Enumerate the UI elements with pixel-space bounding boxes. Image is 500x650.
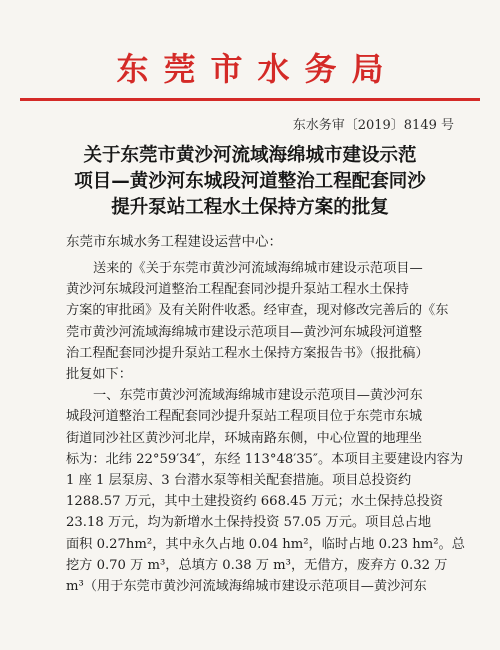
document-number: 东水务审〔2019〕8149 号 [292,118,454,133]
body-line: 治工程配套同沙提升泵站工程水土保持方案报告书》（报批稿） [66,345,429,361]
addressee: 东莞市东城水务工程建设运营中心： [66,234,282,250]
body-line: 23.18 万元，均为新增水土保持投资 57.05 万元。项目总占地 [66,515,432,531]
body-line: 一、东莞市黄沙河流域海绵城市建设示范项目—黄沙河东 [93,388,423,404]
body-line: 批复如下： [66,367,132,383]
body-line: 1 座 1 层泵房、3 台潜水泵等相关配套措施。项目总投资约 [66,473,412,489]
body-line: 面积 0.27hm²，其中永久占地 0.04 hm²，临时占地 0.23 hm²。总 [66,536,465,552]
body-line: 方案的审批函》及有关附件收悉。经审查，现对修改完善后的《东 [66,303,449,319]
title-line: 关于东莞市黄沙河流域海绵城市建设示范 [83,145,417,166]
body-line: 莞市黄沙河流域海绵城市建设示范项目—黄沙河东城段河道整 [66,324,423,340]
body-line: 黄沙河东城段河道整治工程配套同沙提升泵站工程水土保持 [66,282,409,298]
title-line: 提升泵站工程水土保持方案的批复 [111,197,389,218]
document-title [60,143,440,221]
body-line: 标为：北纬 22°59′34″，东经 113°48′35″。本项目主要建设内容为 [66,451,464,467]
title-line: 项目—黄沙河东城段河道整治工程配套同沙 [74,171,426,192]
red-header-rule [20,98,480,101]
body-line: 街道同沙社区黄沙河北岸，环城南路东侧，中心位置的地理坐 [66,430,423,446]
body-line: m³（用于东莞市黄沙河流域海绵城市建设示范项目—黄沙河东 [66,579,427,595]
body-line: 城段河道整治工程配套同沙提升泵站工程项目位于东莞市东城 [66,409,423,425]
body-line: 1288.57 万元，其中土建投资约 668.45 万元；水土保持总投资 [66,494,444,510]
agency-name: 东莞市水务局 [116,50,399,88]
body-text [66,258,465,597]
body-line: 挖方 0.70 万 m³，总填方 0.38 万 m³，无借方，废弃方 0.32 万 [66,557,448,573]
body-line: 送来的《关于东莞市黄沙河流域海绵城市建设示范项目— [93,261,423,276]
